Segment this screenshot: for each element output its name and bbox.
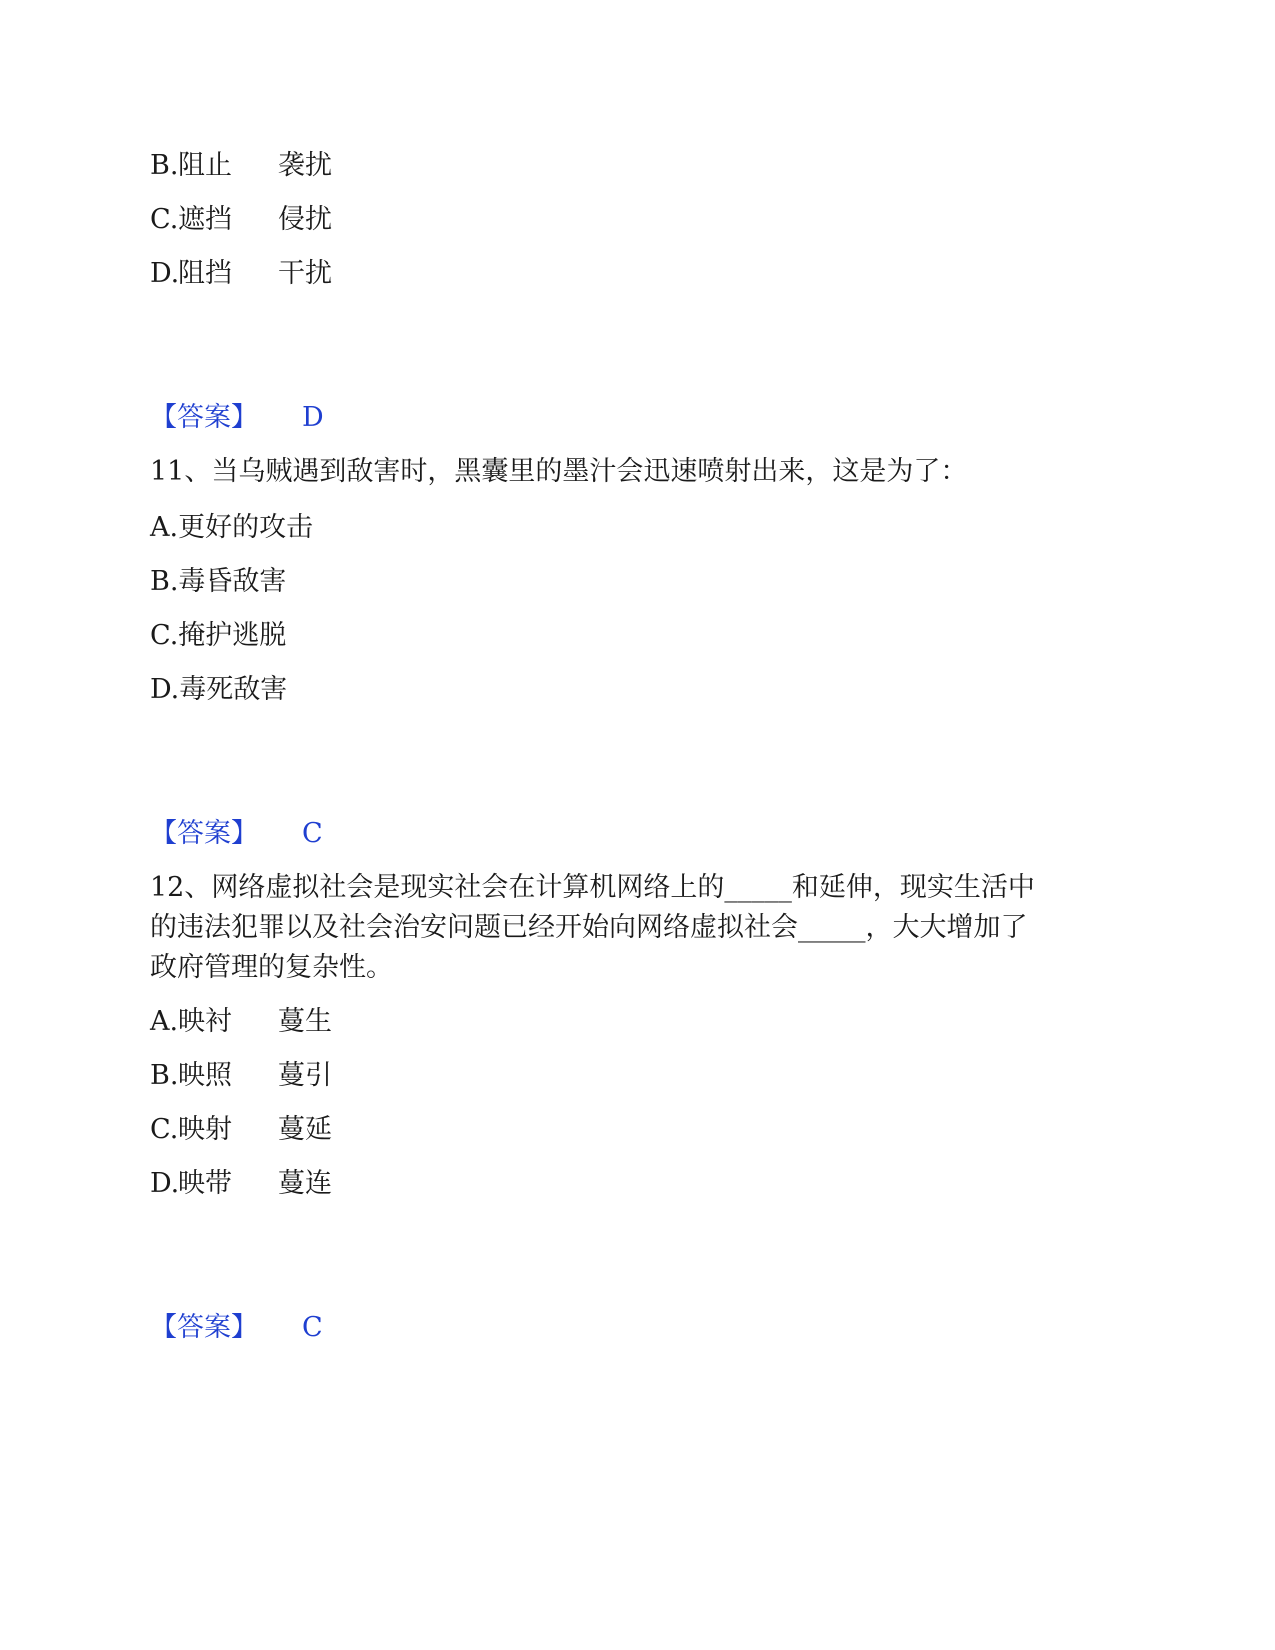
q11-option-b: B.毒昏敌害: [150, 566, 287, 597]
option-word-2: 蔓连: [278, 1168, 332, 1199]
option-word-1: 映照: [178, 1060, 232, 1091]
q12-answer: [150, 1308, 323, 1348]
option-letter: D.: [150, 1168, 180, 1199]
q12-stem-line-1: 12、网络虚拟社会是现实社会在计算机网络上的_____和延伸，现实生活中: [150, 872, 1035, 903]
answer-label: 【答案】: [150, 1312, 258, 1343]
q12-option-d: [150, 1164, 332, 1204]
option-word-1: 遮挡: [178, 204, 232, 235]
q11-option-a: A.更好的攻击: [150, 512, 314, 543]
q12-stem-line-3: 政府管理的复杂性。: [150, 952, 393, 983]
q12-stem-line-2: 的违法犯罪以及社会治安问题已经开始向网络虚拟社会_____，大大增加了: [150, 912, 1028, 943]
option-word-1: 映带: [178, 1168, 232, 1199]
option-letter: C.: [150, 1114, 179, 1145]
q12-option-a: [150, 1002, 332, 1042]
option-word-2: 侵扰: [278, 204, 332, 235]
option-word-1: 阻挡: [178, 258, 232, 289]
q10-option-c: [150, 200, 332, 240]
answer-value: D: [302, 402, 324, 433]
q11-option-c: C.掩护逃脱: [150, 620, 287, 651]
option-word-1: 映衬: [178, 1006, 232, 1037]
q10-option-d: [150, 254, 332, 294]
q12-option-c: [150, 1110, 332, 1150]
option-letter: B.: [150, 1060, 179, 1091]
option-word-2: 袭扰: [278, 150, 332, 181]
option-word-2: 蔓延: [278, 1114, 332, 1145]
option-letter: A.: [150, 1006, 179, 1037]
q11-option-d: D.毒死敌害: [150, 674, 288, 705]
q10-answer: [150, 398, 324, 438]
option-letter: C.: [150, 204, 179, 235]
option-word-1: 映射: [178, 1114, 232, 1145]
q11-answer: [150, 814, 323, 854]
q12-option-b: [150, 1056, 332, 1096]
option-word-1: 阻止: [178, 150, 232, 181]
answer-label: 【答案】: [150, 818, 258, 849]
option-letter: B.: [150, 150, 179, 181]
answer-value: C: [302, 818, 323, 849]
answer-label: 【答案】: [150, 402, 258, 433]
answer-value: C: [302, 1312, 323, 1343]
option-letter: D.: [150, 258, 180, 289]
q10-option-b: [150, 146, 332, 186]
option-word-2: 蔓引: [278, 1060, 332, 1091]
option-word-2: 干扰: [278, 258, 332, 289]
option-word-2: 蔓生: [278, 1006, 332, 1037]
q11-stem: 11、当乌贼遇到敌害时，黑囊里的墨汁会迅速喷射出来，这是为了：: [150, 456, 968, 487]
